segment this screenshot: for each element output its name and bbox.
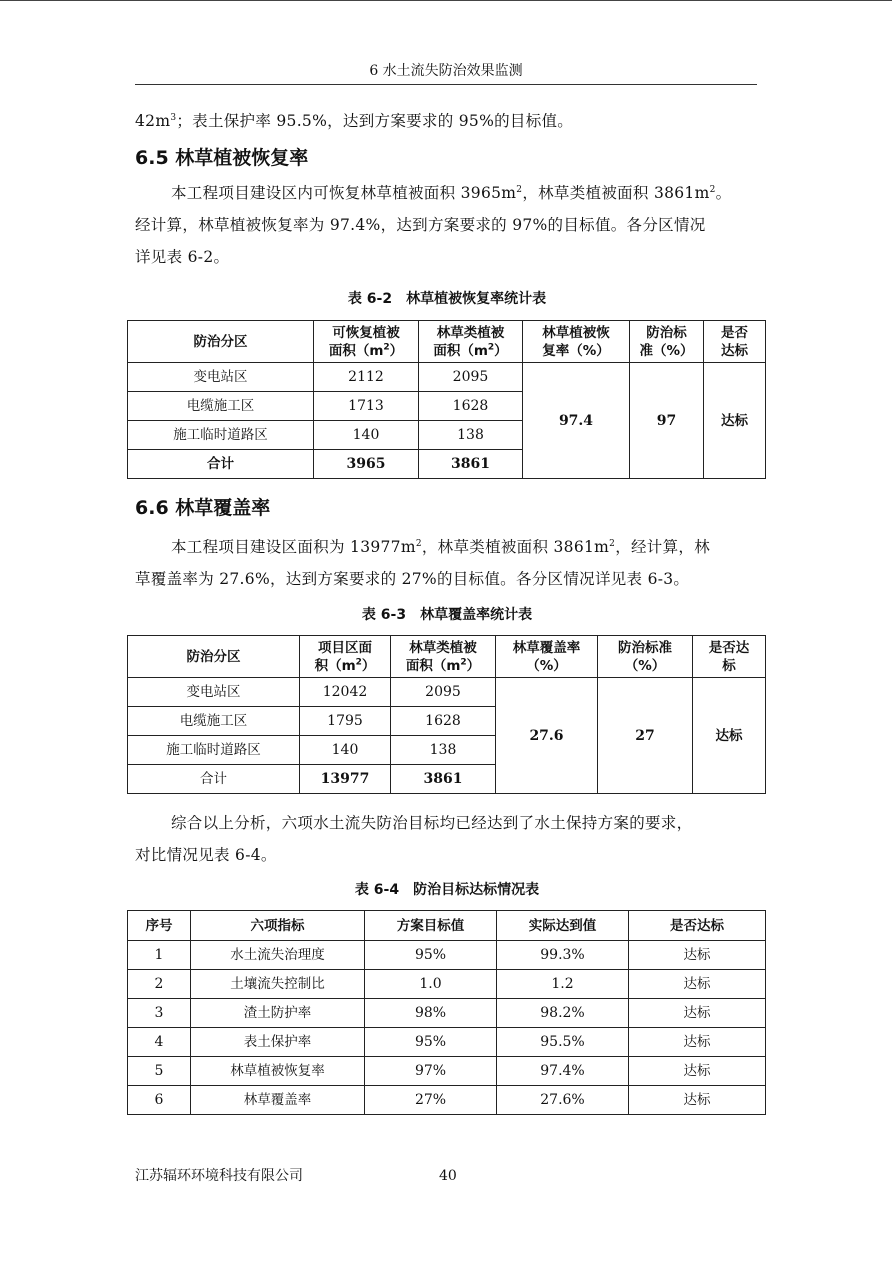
th-standard: 防治标 准（%） xyxy=(630,321,704,363)
section-6-5 xyxy=(135,143,759,173)
th-zone: 防治分区 xyxy=(128,321,314,363)
page-number: 40 xyxy=(439,1168,457,1184)
table-total-row: 合计 13977 3861 xyxy=(128,765,766,794)
th-status: 是否 达标 xyxy=(704,321,766,363)
table-row: 施工临时道路区 140 138 xyxy=(128,421,766,450)
section-heading-6-6: 6.6 林草覆盖率 xyxy=(135,497,271,519)
table-6-2-caption: 表 6-2 林草植被恢复率统计表 xyxy=(347,291,547,307)
running-header: 6 水土流失防治效果监测 xyxy=(135,60,757,85)
table-row: 5 林草植被恢复率 97% 97.4% 达标 xyxy=(128,1057,766,1086)
table-row: 电缆施工区 1795 1628 xyxy=(128,707,766,736)
summary-paragraph: 综合以上分析，六项水土流失防治目标均已经达到了水土保持方案的要求， 对比情况见表 6-4。 xyxy=(135,814,693,864)
table-6-4-caption: 表 6-4 防治目标达标情况表 xyxy=(354,882,540,898)
table-row: 6 林草覆盖率 27% 27.6% 达标 xyxy=(128,1086,766,1115)
status-value: 达标 xyxy=(693,678,766,794)
table-row: 变电站区 12042 2095 27.6 27 达标 xyxy=(128,678,766,707)
table-row: 电缆施工区 1713 1628 xyxy=(128,392,766,421)
th-rate: 林草植被恢 复率（%） xyxy=(523,321,630,363)
table-6-4: 序号 六项指标 方案目标值 实际达到值 是否达标 1 水土流失治理度 95% 99.3% 达标 2 土壤流失控制比 1.0 1.2 达标 3 渣土防护率 98% 98.2% 达标 4 表土保护率 95% 95.5% 达标 5 林草植被恢复率 97% 97.4% 达标 6 林草覆盖率 27% 27.6% 达标 xyxy=(127,910,766,1115)
table-total-row: 合计 3965 3861 xyxy=(128,450,766,479)
table-row: 施工临时道路区 140 138 xyxy=(128,736,766,765)
table-row: 3 渣土防护率 98% 98.2% 达标 xyxy=(128,999,766,1028)
table-6-2 xyxy=(127,320,766,479)
table-row: 1 水土流失治理度 95% 99.3% 达标 xyxy=(128,941,766,970)
intro-paragraph: $42m^3$；表土保护率 95.5%，达到方案要求的 95%的目标值。 xyxy=(135,112,574,130)
standard-value: 97 xyxy=(630,363,704,479)
rate-value: 97.4 xyxy=(523,363,630,479)
section-6-6-body: 本工程项目建设区面积为 $13977m^2$，林草类植被面积 $3861m^2$，经计算，林 草覆盖率为 27.6%，达到方案要求的 27%的目标值。各分区情况详见表 6-3。 xyxy=(135,538,710,588)
table-6-3: 防治分区 项目区面 积$(m^2)$ 林草类植被 面积$(m^2)$ 林草覆盖率 （%） 防治标准 （%） 是否达 标 变电站区 12042 2095 27.6 27 达标 电缆施工区 1795 1628 施工临时道路区 140 138 合计 13977 3861 xyxy=(127,635,766,794)
table-6-3-caption: 表 6-3 林草覆盖率统计表 xyxy=(361,607,533,623)
footer-company: 江苏辐环环境科技有限公司 xyxy=(135,1168,303,1184)
standard-value: 27 xyxy=(598,678,693,794)
status-value: 达标 xyxy=(704,363,766,479)
section-6-6 xyxy=(135,493,759,523)
table-row: 4 表土保护率 95% 95.5% 达标 xyxy=(128,1028,766,1057)
rate-value: 27.6 xyxy=(496,678,598,794)
table-row: 2 土壤流失控制比 1.0 1.2 达标 xyxy=(128,970,766,999)
table-row: 变电站区 2112 2095 97.4 97 达标 xyxy=(128,363,766,392)
page-top-border xyxy=(0,0,892,1)
th-restorable: 可恢复植被 面积$(m^2)$ xyxy=(314,321,419,363)
section-6-5-body: 本工程项目建设区内可恢复林草植被面积 $3965m^2$，林草类植被面积 $3861m^2$。 经计算，林草植被恢复率为 97.4%，达到方案要求的 97%的目标值。各分区情况 详见表 6-2。 xyxy=(135,184,732,266)
section-heading-6-5: 6.5 林草植被恢复率 xyxy=(135,147,309,169)
th-veg-area: 林草类植被 面积$(m^2)$ xyxy=(419,321,523,363)
